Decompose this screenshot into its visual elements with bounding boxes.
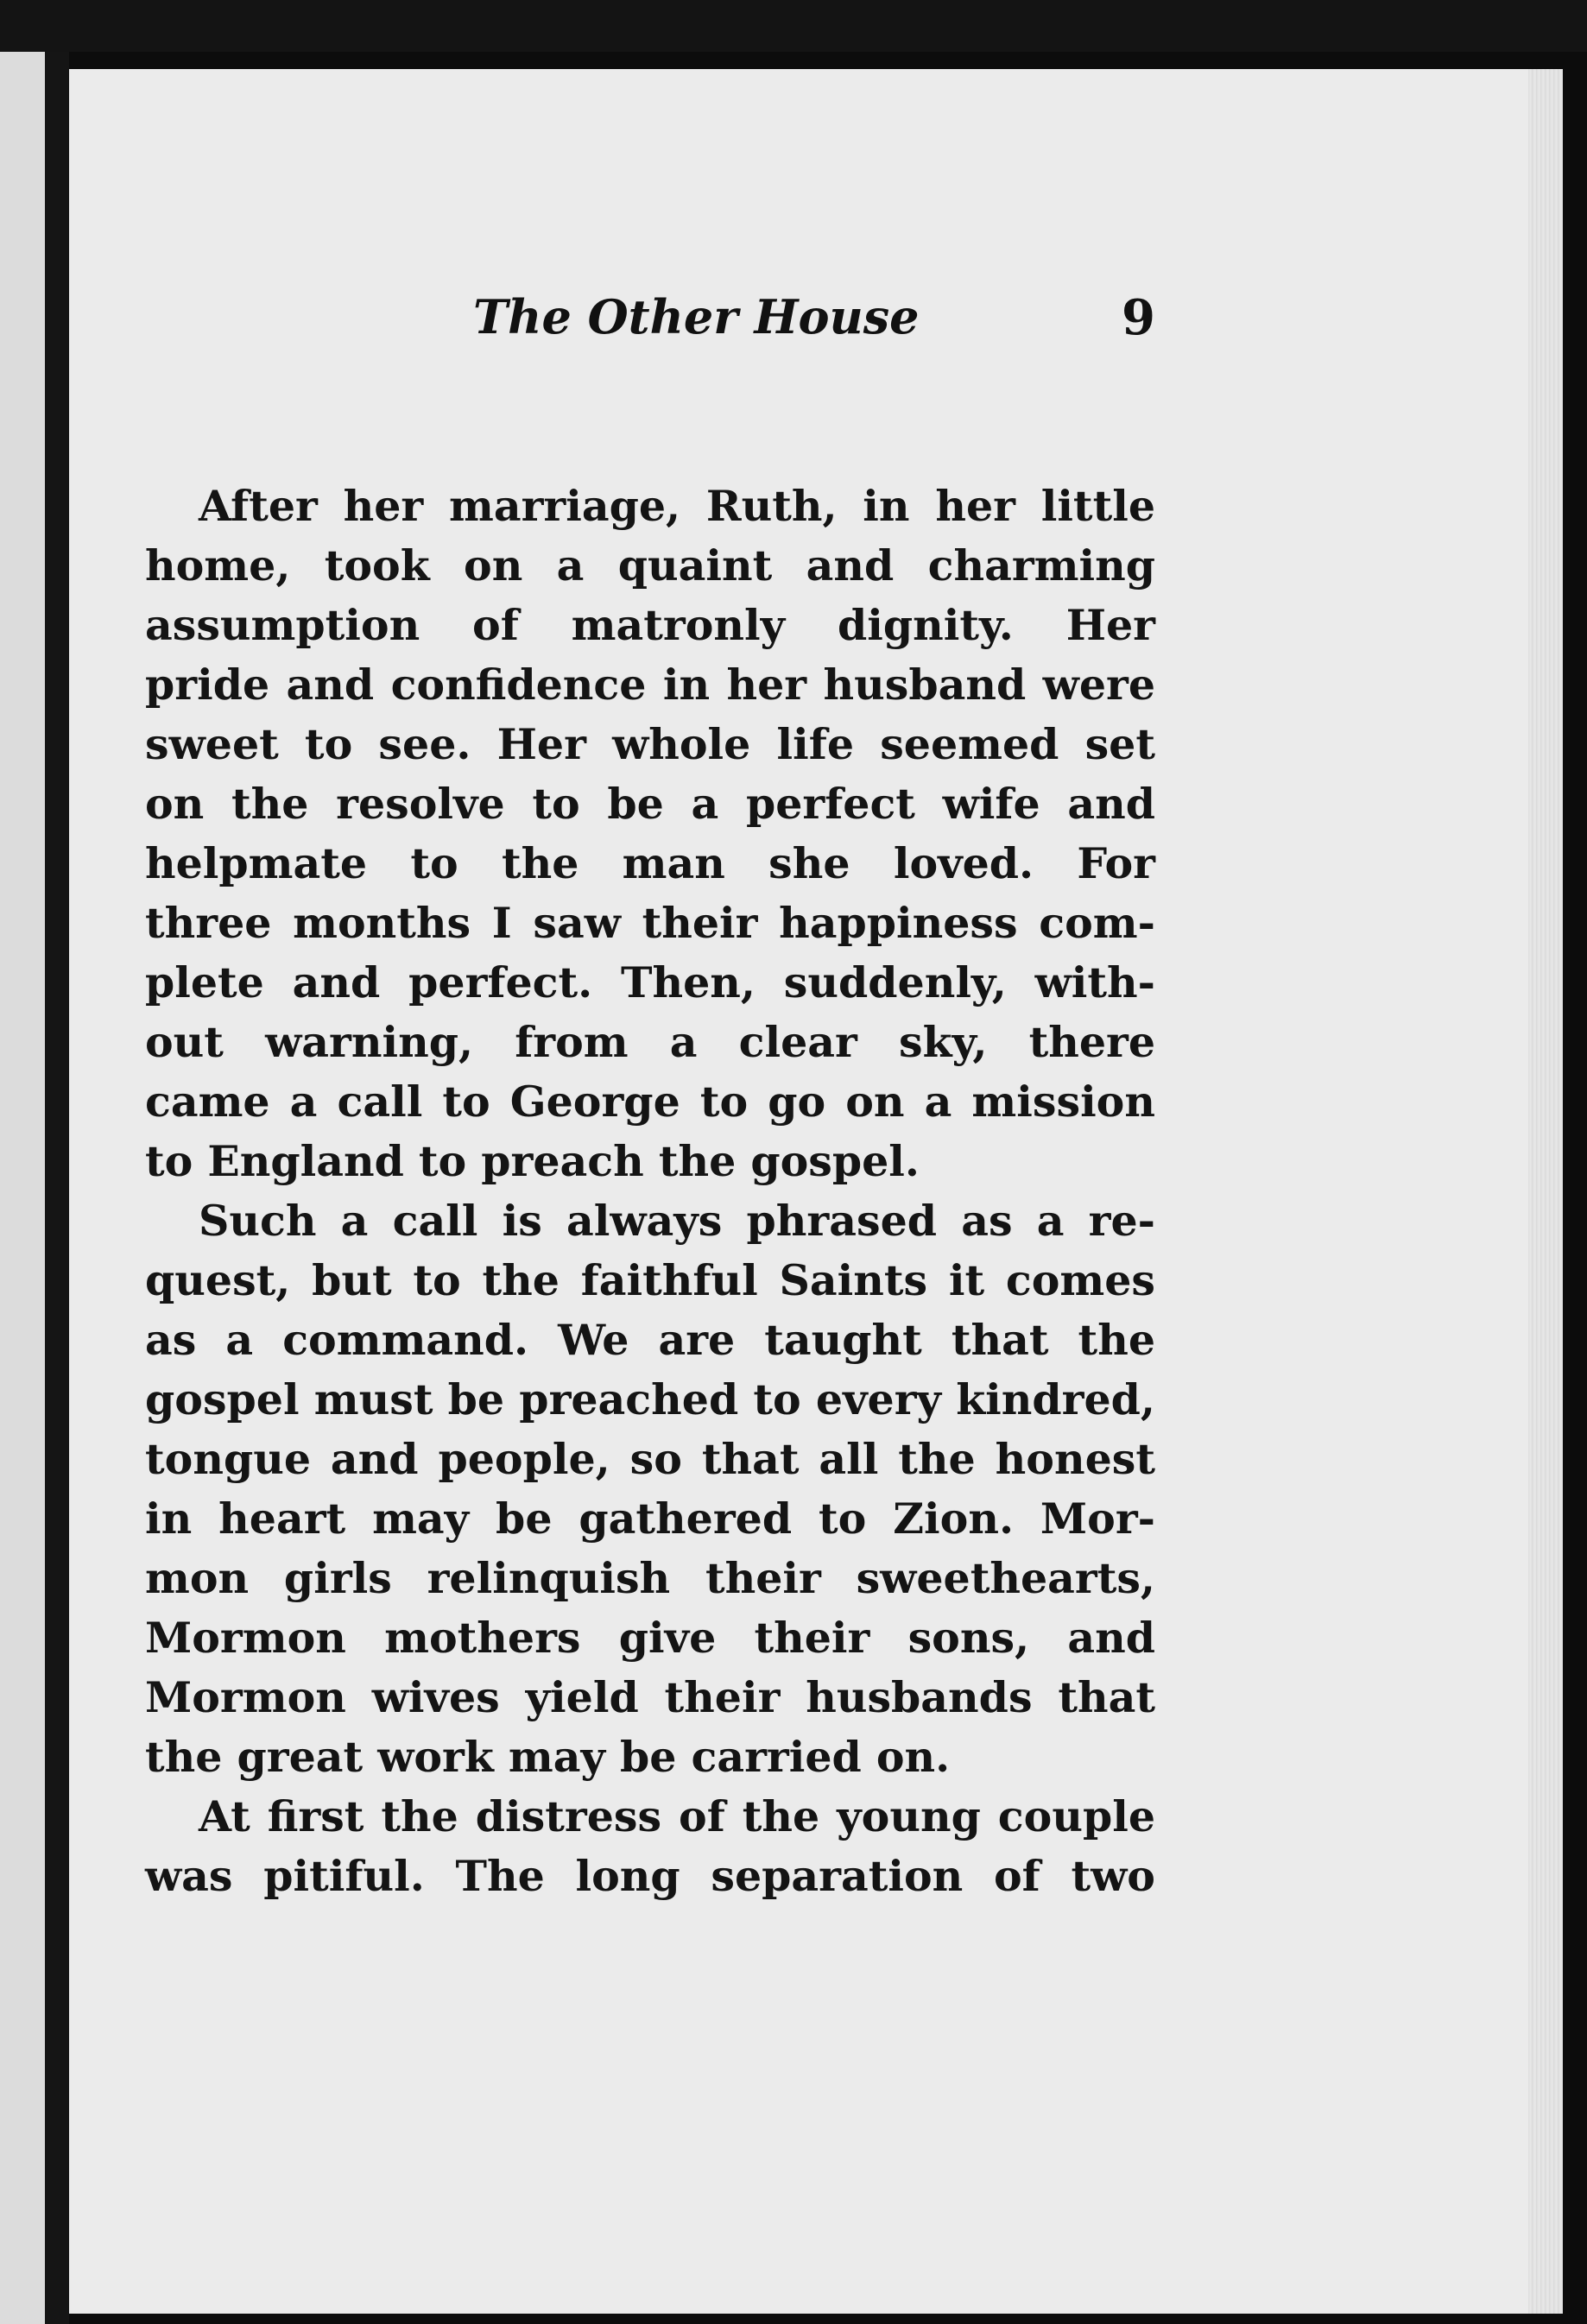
text-line: Mormon mothers give their sons, and <box>145 1613 1155 1663</box>
text-line: gospel must be preached to every kindred, <box>145 1374 1155 1424</box>
text-line: helpmate to the man she loved. For <box>145 838 1155 888</box>
text-line: At first the distress of the young couple <box>199 1791 1155 1841</box>
body-text <box>145 477 1155 1906</box>
text-line: Such a call is always phrased as a re- <box>199 1196 1155 1246</box>
running-head-title: The Other House <box>473 289 920 344</box>
text-line: tongue and people, so that all the honest <box>145 1434 1155 1484</box>
paragraph <box>145 477 1155 1191</box>
text-line: came a call to George to go on a mission <box>145 1077 1155 1127</box>
text-line: sweet to see. Her whole life seemed set <box>145 719 1155 769</box>
text-line: plete and perfect. Then, suddenly, with- <box>145 957 1155 1007</box>
text-line: quest, but to the faithful Saints it comes <box>145 1255 1155 1305</box>
text-line: was pitiful. The long separation of two <box>145 1851 1155 1901</box>
text-line: as a command. We are taught that the <box>145 1315 1155 1365</box>
scan-left-gutter <box>0 52 45 2324</box>
scan-binding-shadow <box>45 52 69 2324</box>
text-line: out warning, from a clear sky, there <box>145 1017 1155 1067</box>
text-line: pride and confidence in her husband were <box>145 660 1155 710</box>
paragraph <box>145 1787 1155 1906</box>
text-line: to England to preach the gospel. <box>145 1136 920 1186</box>
page-edge <box>1528 69 1563 2314</box>
text-line: home, took on a quaint and charming <box>145 540 1155 590</box>
text-line: mon girls relinquish their sweethearts, <box>145 1553 1155 1603</box>
text-line: in heart may be gathered to Zion. Mor- <box>145 1494 1155 1544</box>
text-line: After her marriage, Ruth, in her little <box>199 481 1155 531</box>
scan-top-border <box>0 0 1587 52</box>
text-line: three months I saw their happiness com- <box>145 898 1155 948</box>
running-head <box>145 289 1155 376</box>
page-number: 9 <box>1122 289 1155 346</box>
text-line: Mormon wives yield their husbands that <box>145 1672 1155 1722</box>
text-line: the great work may be carried on. <box>145 1732 951 1782</box>
paragraph <box>145 1191 1155 1787</box>
text-line: on the resolve to be a perfect wife and <box>145 779 1155 829</box>
text-line: assumption of matronly dignity. Her <box>145 600 1155 650</box>
